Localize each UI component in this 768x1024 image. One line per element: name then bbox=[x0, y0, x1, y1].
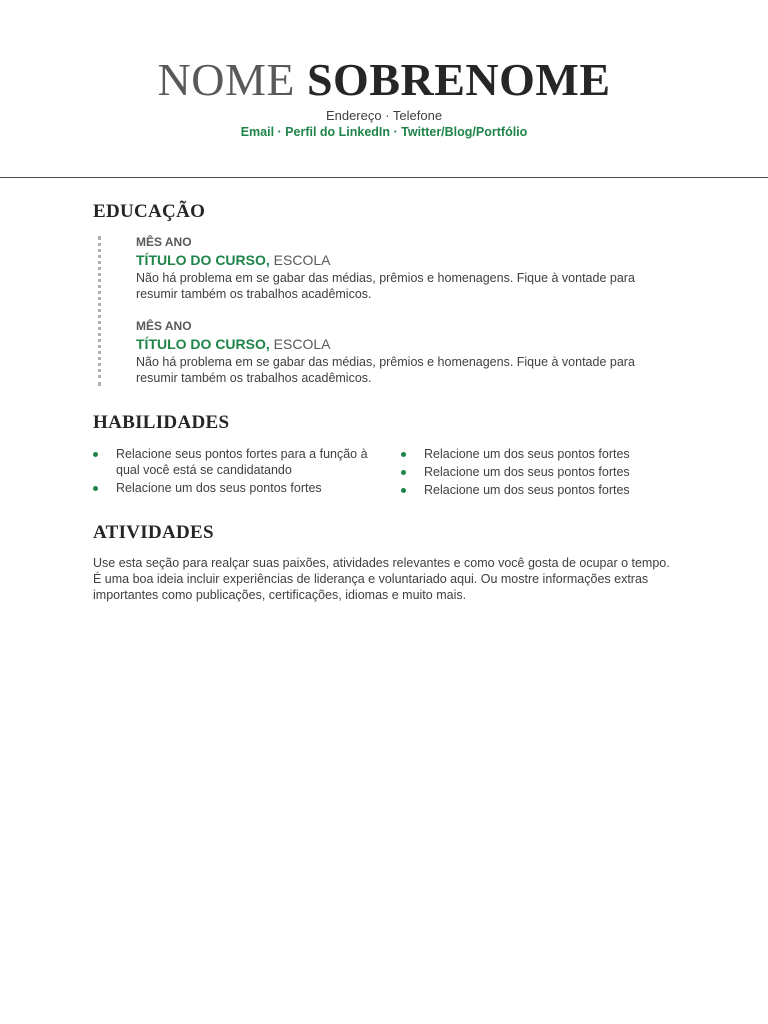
education-degree-line bbox=[136, 251, 666, 269]
skill-item[interactable] bbox=[401, 446, 681, 462]
skill-item[interactable] bbox=[93, 480, 383, 496]
education-description: Não há problema em se gabar das médias, prêmios e homenagens. Fique à vontade para resumir também os trabalhos acadêmicos. bbox=[136, 355, 635, 385]
education-timeline-line bbox=[98, 236, 101, 386]
skill-item[interactable] bbox=[401, 464, 681, 480]
skill-item[interactable] bbox=[93, 446, 383, 478]
skill-item[interactable] bbox=[401, 482, 681, 498]
links-line[interactable]: Email · Perfil do LinkedIn · Twitter/Blog/Portfólio bbox=[240, 125, 528, 139]
skill-text: Relacione um dos seus pontos fortes bbox=[116, 481, 322, 495]
activities-title[interactable]: ATIVIDADES bbox=[93, 522, 214, 543]
bullet-icon bbox=[401, 470, 406, 475]
header-divider bbox=[0, 177, 768, 178]
skill-text: Relacione um dos seus pontos fortes bbox=[424, 447, 630, 461]
skills-title[interactable]: HABILIDADES bbox=[93, 412, 230, 433]
education-course: TÍTULO DO CURSO, bbox=[136, 252, 270, 268]
skill-text: Relacione um dos seus pontos fortes bbox=[424, 483, 630, 497]
education-course: TÍTULO DO CURSO, bbox=[136, 336, 270, 352]
last-name[interactable]: SOBRENOME bbox=[306, 54, 611, 105]
activities-text[interactable]: Use esta seção para realçar suas paixões, atividades relevantes e como você gosta de ocupar o tempo. É uma boa ideia incluir experiências de liderança e voluntariado aqui. Ou mostre informações extras importantes como publicações, certificações, idiomas e muito mais. bbox=[93, 556, 670, 602]
contact-line[interactable]: Endereço · Telefone bbox=[325, 108, 443, 123]
bullet-icon bbox=[93, 452, 98, 457]
full-name[interactable] bbox=[0, 52, 768, 108]
education-degree-line bbox=[136, 335, 666, 353]
education-school: ESCOLA bbox=[273, 252, 331, 268]
first-name[interactable]: NOME bbox=[157, 54, 295, 105]
skills-list-left bbox=[93, 446, 383, 498]
education-date: MÊS ANO bbox=[136, 235, 192, 249]
education-title[interactable]: EDUCAÇÃO bbox=[93, 201, 206, 222]
education-school: ESCOLA bbox=[273, 336, 331, 352]
education-entry[interactable] bbox=[136, 318, 666, 386]
resume-header bbox=[0, 52, 768, 140]
education-description: Não há problema em se gabar das médias, prêmios e homenagens. Fique à vontade para resumir também os trabalhos acadêmicos. bbox=[136, 271, 635, 301]
education-entry[interactable] bbox=[136, 234, 666, 302]
education-date: MÊS ANO bbox=[136, 319, 192, 333]
skill-text: Relacione seus pontos fortes para a função à qual você está se candidatando bbox=[116, 447, 368, 477]
skill-text: Relacione um dos seus pontos fortes bbox=[424, 465, 630, 479]
bullet-icon bbox=[401, 452, 406, 457]
skills-list-right bbox=[401, 446, 681, 500]
bullet-icon bbox=[401, 488, 406, 493]
bullet-icon bbox=[93, 486, 98, 491]
